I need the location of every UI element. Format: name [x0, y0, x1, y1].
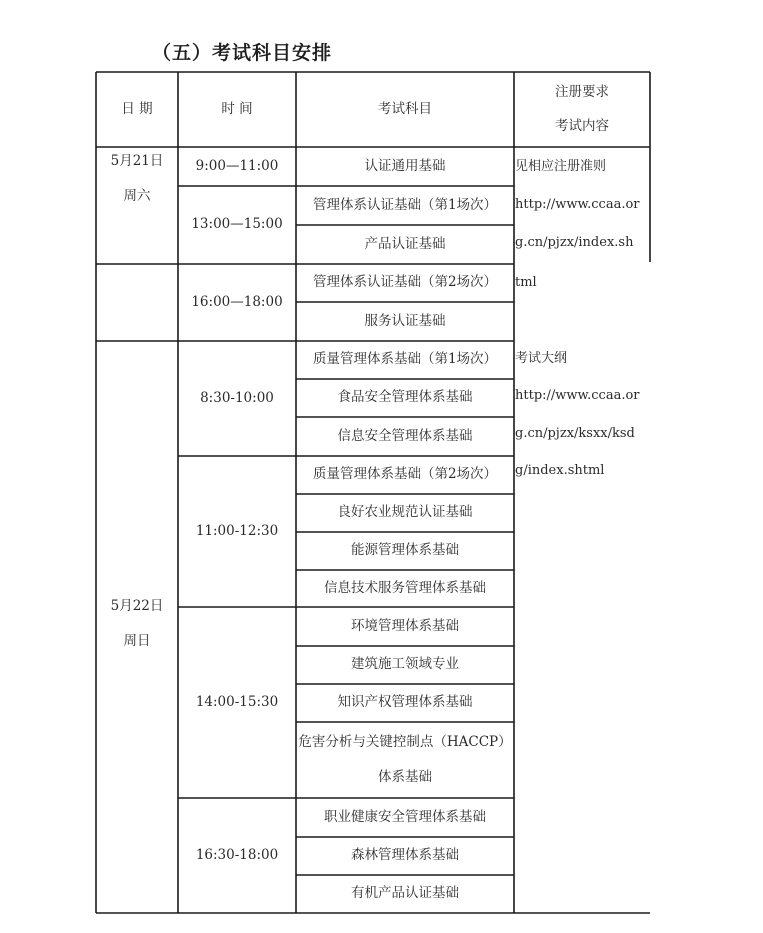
subject-cell: 建筑施工领域专业 — [351, 656, 459, 673]
date-day2-date: 5月22日 — [110, 597, 164, 614]
header-time: 时 间 — [221, 100, 253, 117]
header-req-line2: 考试内容 — [555, 117, 609, 134]
time-slot: 11:00-12:30 — [195, 522, 279, 539]
notes-block1-line: g.cn/pjzx/index.sh — [515, 235, 634, 250]
header-date: 日 期 — [121, 100, 153, 117]
date-day1-date: 5月21日 — [110, 152, 164, 169]
subject-cell: 职业健康安全管理体系基础 — [324, 808, 486, 825]
notes-block1-line: tml — [515, 275, 537, 290]
subject-cell: 森林管理体系基础 — [351, 847, 459, 864]
subject-cell: 环境管理体系基础 — [351, 617, 459, 634]
section-title: （五）考试科目安排 — [152, 42, 333, 64]
subject-cell: 良好农业规范认证基础 — [337, 504, 473, 521]
subject-cell-haccp — [296, 722, 514, 798]
notes-block2-line: http://www.ccaa.or — [515, 388, 640, 403]
time-slot: 16:00—18:00 — [191, 293, 283, 310]
notes-block2-line: g.cn/pjzx/ksxx/ksd — [515, 426, 635, 441]
subject-cell: 服务认证基础 — [364, 312, 446, 329]
subject-cell: 质量管理体系基础（第2场次） — [312, 466, 498, 483]
subject-cell: 信息技术服务管理体系基础 — [324, 579, 486, 596]
subject-haccp-line2: 体系基础 — [378, 769, 432, 785]
date-day1-weekday: 周六 — [123, 188, 151, 204]
subject-cell: 管理体系认证基础（第2场次） — [312, 274, 498, 291]
date-day2-weekday: 周日 — [123, 633, 151, 649]
time-slot: 9:00—11:00 — [195, 157, 279, 174]
date-day2 — [96, 594, 178, 654]
subject-cell: 有机产品认证基础 — [351, 885, 459, 902]
subject-cell: 认证通用基础 — [364, 157, 446, 174]
notes-block2-line: 考试大纲 — [515, 351, 568, 366]
subject-cell: 知识产权管理体系基础 — [337, 694, 473, 711]
subject-cell: 信息安全管理体系基础 — [337, 427, 473, 444]
notes-block2-line: g/index.shtml — [515, 463, 605, 478]
notes-block1-line: http://www.ccaa.or — [515, 197, 640, 212]
subject-cell: 能源管理体系基础 — [351, 542, 459, 559]
time-slot: 8:30-10:00 — [200, 389, 274, 406]
time-slot: 13:00—15:00 — [191, 216, 283, 233]
subject-cell: 产品认证基础 — [364, 235, 446, 252]
subject-cell: 管理体系认证基础（第1场次） — [312, 196, 498, 213]
date-day1 — [96, 149, 178, 209]
subject-haccp-line1: 危害分析与关键控制点（HACCP） — [298, 733, 512, 750]
subject-cell: 质量管理体系基础（第1场次） — [312, 351, 498, 368]
time-slot: 16:30-18:00 — [195, 846, 279, 863]
requirements-notes — [515, 0, 647, 933]
header-req-line1: 注册要求 — [555, 84, 609, 100]
subject-cell: 食品安全管理体系基础 — [337, 389, 473, 406]
notes-block1-line: 见相应注册准则 — [515, 159, 607, 174]
header-subject: 考试科目 — [378, 100, 432, 117]
time-slot: 14:00-15:30 — [195, 693, 279, 710]
